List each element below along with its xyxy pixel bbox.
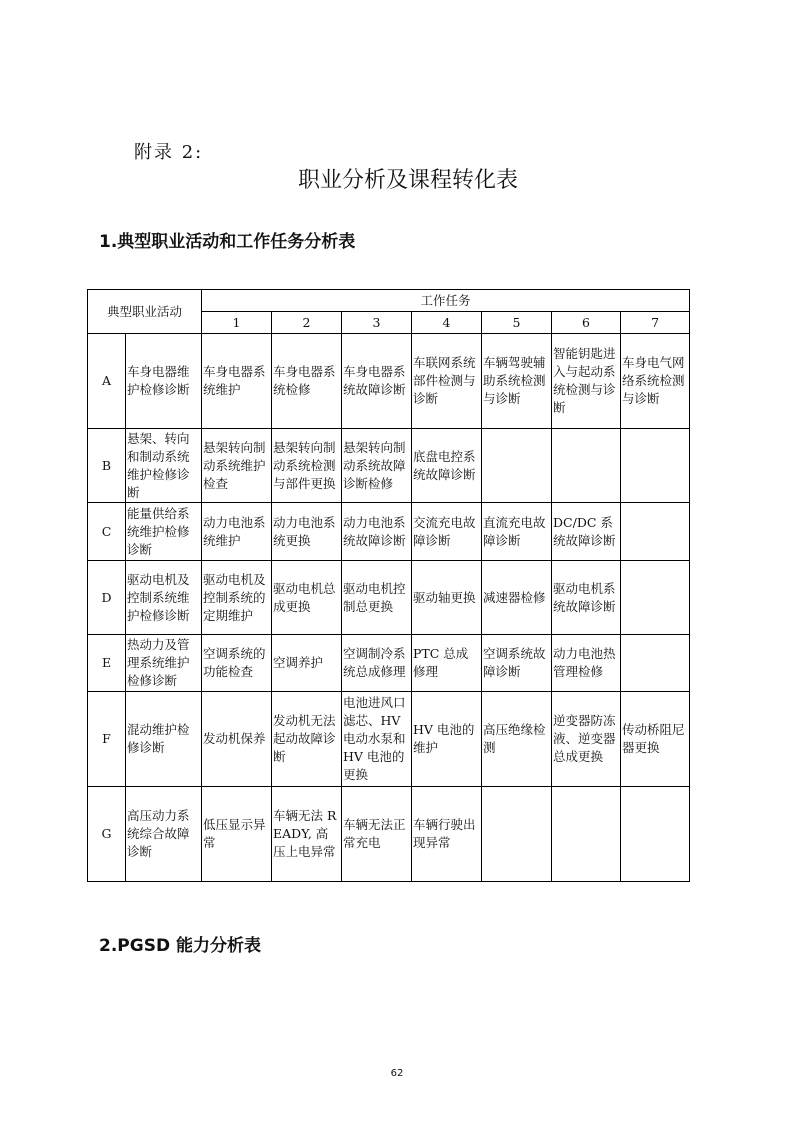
task-cell: 电池进风口滤芯、HV 电动水泵和 HV 电池的更换 [342,692,412,787]
table-row [88,561,690,635]
task-number: 1 [202,312,272,334]
table-header-row [88,290,690,312]
activity-cell: 高压动力系统综合故障诊断 [126,787,202,882]
task-cell: 智能钥匙进入与起动系统检测与诊断 [552,334,621,429]
activity-cell: 驱动电机及控制系统维护检修诊断 [126,561,202,635]
activity-cell: 混动维护检修诊断 [126,692,202,787]
table-row [88,692,690,787]
table-row [88,503,690,561]
task-cell: 高压绝缘检测 [482,692,552,787]
row-code: F [88,692,126,787]
task-number: 6 [552,312,621,334]
task-cell: 动力电池系统故障诊断 [342,503,412,561]
task-cell: 车身电器系统故障诊断 [342,334,412,429]
row-code: G [88,787,126,882]
row-code: E [88,635,126,692]
activity-cell: 车身电器维护检修诊断 [126,334,202,429]
task-cell: PTC 总成修理 [412,635,482,692]
task-number: 3 [342,312,412,334]
task-cell: 减速器检修 [482,561,552,635]
page-number: 62 [390,1068,404,1079]
appendix-label: 附录 2: [134,142,204,163]
task-cell: 底盘电控系统故障诊断 [412,429,482,503]
task-number: 2 [272,312,342,334]
row-code: C [88,503,126,561]
activity-cell: 热动力及管理系统维护检修诊断 [126,635,202,692]
task-analysis-table [87,289,690,882]
task-cell [482,787,552,882]
task-cell: 动力电池系统维护 [202,503,272,561]
task-cell: 悬架转向制动系统维护检查 [202,429,272,503]
task-cell: 逆变器防冻液、逆变器总成更换 [552,692,621,787]
page-title: 职业分析及课程转化表 [297,168,518,193]
task-cell: 动力电池系统更换 [272,503,342,561]
task-cell: 悬架转向制动系统故障诊断检修 [342,429,412,503]
task-cell: 驱动电机及控制系统的定期维护 [202,561,272,635]
task-cell: 悬架转向制动系统检测与部件更换 [272,429,342,503]
table-row [88,787,690,882]
activity-cell: 悬架、转向和制动系统维护检修诊断 [126,429,202,503]
row-code: A [88,334,126,429]
task-cell: 空调制冷系统总成修理 [342,635,412,692]
task-number: 4 [412,312,482,334]
row-code: D [88,561,126,635]
task-cell [621,429,690,503]
task-cell: 驱动轴更换 [412,561,482,635]
task-cell: 驱动电机总成更换 [272,561,342,635]
task-rows [88,334,690,882]
task-cell: 发动机保养 [202,692,272,787]
header-tasks: 工作任务 [202,290,690,312]
task-cell: 发动机无法起动故障诊断 [272,692,342,787]
task-cell: 车辆无法 READY, 高压上电异常 [272,787,342,882]
task-cell [621,561,690,635]
task-cell: 车辆驾驶辅助系统检测与诊断 [482,334,552,429]
task-cell [621,635,690,692]
task-cell: 驱动电机系统故障诊断 [552,561,621,635]
activity-cell: 能量供给系统维护检修诊断 [126,503,202,561]
task-cell: 空调系统的功能检查 [202,635,272,692]
task-cell: 车身电气网络系统检测与诊断 [621,334,690,429]
task-cell [552,787,621,882]
row-code: B [88,429,126,503]
section-heading-1: 1.典型职业活动和工作任务分析表 [99,232,356,252]
header-activity: 典型职业活动 [88,290,202,334]
task-cell: HV 电池的维护 [412,692,482,787]
task-cell: 动力电池热管理检修 [552,635,621,692]
task-cell [621,787,690,882]
task-cell [552,429,621,503]
task-cell: 空调系统故障诊断 [482,635,552,692]
task-cell: 车身电器系统检修 [272,334,342,429]
task-cell: 低压显示异常 [202,787,272,882]
section-heading-2: 2.PGSD 能力分析表 [99,936,261,956]
task-cell: 车联网系统部件检测与诊断 [412,334,482,429]
task-number: 7 [621,312,690,334]
task-cell: 车身电器系统维护 [202,334,272,429]
table-row [88,334,690,429]
task-cell: 驱动电机控制总更换 [342,561,412,635]
task-cell: 车辆行驶出现异常 [412,787,482,882]
task-cell: 空调养护 [272,635,342,692]
task-cell: 交流充电故障诊断 [412,503,482,561]
table-row [88,429,690,503]
table-row [88,635,690,692]
task-cell: 车辆无法正常充电 [342,787,412,882]
task-cell [621,503,690,561]
task-cell: DC/DC 系统故障诊断 [552,503,621,561]
task-cell [482,429,552,503]
task-cell: 传动桥阻尼器更换 [621,692,690,787]
task-number: 5 [482,312,552,334]
task-cell: 直流充电故障诊断 [482,503,552,561]
